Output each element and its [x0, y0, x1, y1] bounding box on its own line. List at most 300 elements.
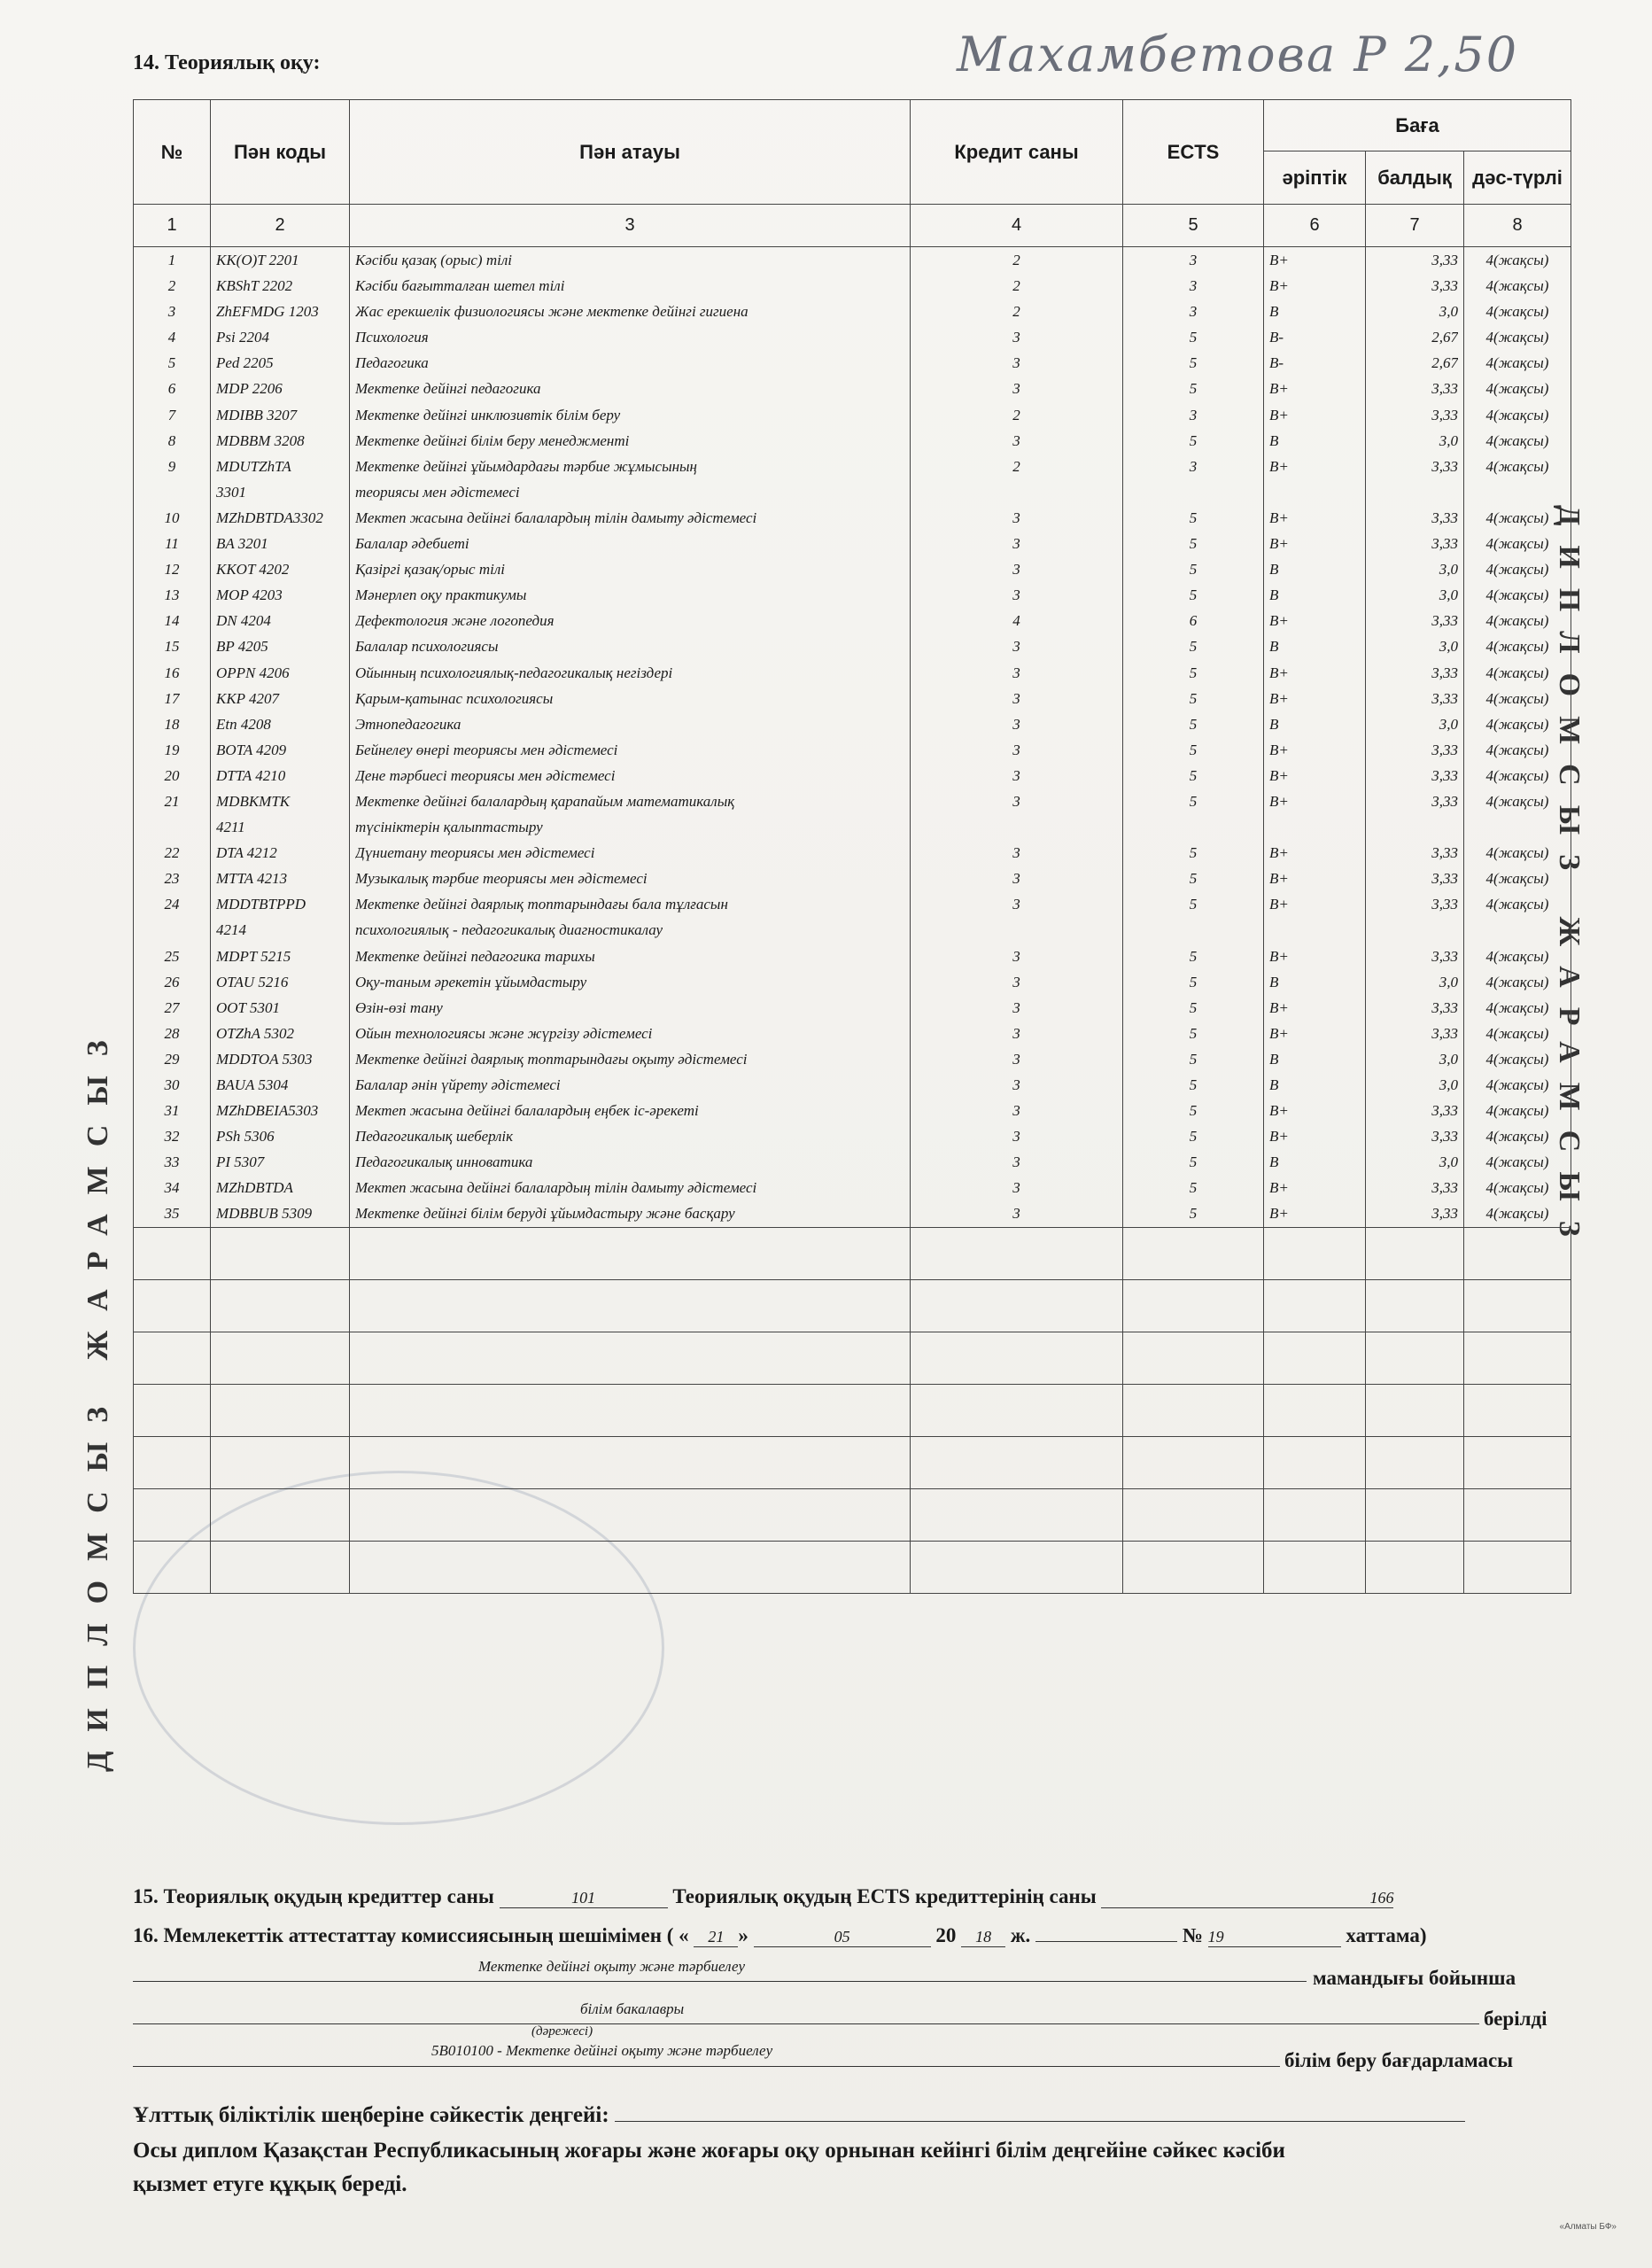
- empty-cell: [1264, 1436, 1366, 1488]
- subject-credits: 3: [1012, 844, 1020, 862]
- protocol-label: хаттама): [1346, 1924, 1427, 1946]
- subject-letter: B+: [1269, 766, 1289, 784]
- empty-cell: [211, 1227, 350, 1279]
- subject-ects: 5: [1189, 947, 1198, 965]
- empty-cell: [911, 1279, 1123, 1332]
- subject-trad: 4(жақсы): [1485, 612, 1549, 630]
- subject-code: MDP 2206: [216, 380, 283, 398]
- subject-credits: 3: [1012, 1205, 1020, 1223]
- subject-no: 9: [167, 457, 176, 475]
- subject-no: 2: [167, 277, 176, 295]
- subject-code: OPPN 4206: [216, 664, 290, 681]
- subject-letter: B: [1269, 638, 1279, 656]
- subject-no: 23: [164, 870, 180, 888]
- empty-row: [134, 1384, 1571, 1436]
- credits-label: 15. Теориялық оқудың кредиттер саны: [133, 1885, 494, 1907]
- protocol-no-value: 19: [1208, 1928, 1341, 1947]
- header-code: Пән коды: [211, 100, 350, 205]
- side-watermark-left: ДИПЛОМСЫЗ ЖАРАМСЫЗ: [81, 1021, 114, 1772]
- empty-row: [134, 1332, 1571, 1384]
- subject-letter: B+: [1269, 792, 1289, 810]
- subject-name: Мектепке дейінгі педагогика тарихы: [355, 947, 595, 965]
- empty-cell: [211, 1541, 350, 1593]
- subject-trad: 4(жақсы): [1485, 1102, 1549, 1120]
- subject-name: Педагогикалық шеберлік: [355, 1128, 514, 1146]
- subject-points: [1371, 479, 1458, 505]
- subject-points: [1371, 814, 1458, 840]
- subject-name: Ойын технологиясы және жүргізу әдістемесі: [355, 1024, 653, 1042]
- subject-letter: B+: [1269, 612, 1289, 630]
- subject-trad: 4(жақсы): [1485, 1024, 1549, 1042]
- subject-trad: 4(жақсы): [1485, 380, 1549, 398]
- empty-cell: [350, 1488, 911, 1541]
- nqf-value-line: [615, 2121, 1465, 2122]
- subject-name: Психология: [355, 329, 429, 346]
- subject-letter: B+: [1269, 844, 1289, 862]
- subject-name: Мектепке дейінгі педагогика: [355, 380, 541, 398]
- col-number: 3: [350, 205, 911, 247]
- subject-code: 3301: [216, 483, 246, 501]
- subject-code: MDDTBTPPD: [216, 896, 306, 913]
- subject-letter: B+: [1269, 1024, 1289, 1042]
- col-credits-cell: [911, 247, 1123, 1228]
- subject-no: 25: [164, 947, 180, 965]
- subject-credits: 3: [1012, 1153, 1020, 1171]
- subject-points: 3,0: [1439, 303, 1458, 321]
- credits-line: [133, 1885, 1572, 1908]
- subject-ects: 5: [1189, 354, 1198, 372]
- subject-code: MTTA 4213: [216, 870, 288, 888]
- subject-no: 26: [164, 973, 180, 990]
- subject-name: Ойынның психологиялық-педагогикалық негіздері: [355, 664, 673, 681]
- subject-ects: 5: [1189, 1153, 1198, 1171]
- subject-points: 2,67: [1431, 354, 1458, 372]
- subject-code: MDPT 5215: [216, 947, 291, 965]
- specialty-line: [133, 1981, 1307, 1982]
- subject-code: ZhEFMDG 1203: [216, 303, 319, 321]
- subject-letter: B+: [1269, 741, 1289, 758]
- subject-no: 18: [164, 715, 180, 733]
- empty-cell: [1123, 1436, 1264, 1488]
- subject-code: BOTA 4209: [216, 741, 287, 758]
- subject-name: Дене тәрбиесі теориясы мен әдістемесі: [355, 766, 616, 784]
- subject-letter: B+: [1269, 277, 1289, 295]
- subject-points: 3,0: [1439, 431, 1458, 449]
- subject-trad: 4(жақсы): [1485, 586, 1549, 604]
- subject-name: Музыкалық тәрбие теориясы мен әдістемесі: [355, 870, 648, 888]
- subject-credits: 2: [1012, 277, 1020, 295]
- subject-ects: 5: [1189, 431, 1198, 449]
- subject-credits: 2: [1012, 252, 1020, 268]
- empty-cell: [211, 1488, 350, 1541]
- subject-ects: 5: [1189, 638, 1198, 656]
- subject-trad: 4(жақсы): [1485, 998, 1549, 1016]
- subject-code: DTA 4212: [216, 844, 277, 862]
- specialty-value: Мектепке дейінгі оқыту және тәрбиелеу: [478, 1958, 746, 1975]
- empty-cell: [1366, 1332, 1464, 1384]
- subject-trad: 4(жақсы): [1485, 303, 1549, 321]
- subject-points: 3,33: [1431, 1024, 1458, 1042]
- subject-points: 3,33: [1431, 896, 1458, 913]
- subject-no: 21: [164, 792, 180, 810]
- empty-cell: [134, 1227, 211, 1279]
- subject-letter: B: [1269, 561, 1279, 579]
- subject-code: PSh 5306: [216, 1128, 275, 1146]
- col-number: 4: [911, 205, 1123, 247]
- subject-credits: 3: [1012, 535, 1020, 553]
- subject-letter: B+: [1269, 1205, 1289, 1223]
- year-prefix: 20: [935, 1924, 957, 1946]
- header-name: Пән атауы: [350, 100, 911, 205]
- subject-ects: 5: [1189, 973, 1198, 990]
- subject-name: Мектепке дейінгі ұйымдардағы тәрбие жұмысының: [355, 457, 697, 475]
- subject-points: 3,33: [1431, 406, 1458, 423]
- subject-no: 16: [164, 664, 180, 681]
- subject-name: Мектепке дейінгі білім беруді ұйымдастыру және басқару: [355, 1205, 735, 1223]
- empty-row: [134, 1488, 1571, 1541]
- subject-letter: B+: [1269, 1179, 1289, 1197]
- subject-points: 3,0: [1439, 586, 1458, 604]
- subject-code: KBShT 2202: [216, 277, 293, 295]
- empty-cell: [1264, 1332, 1366, 1384]
- subject-name: Қарым-қатынас психологиясы: [355, 689, 554, 707]
- empty-cell: [1464, 1541, 1571, 1593]
- empty-cell: [1366, 1436, 1464, 1488]
- empty-cell: [1366, 1488, 1464, 1541]
- subject-code: BA 3201: [216, 535, 268, 553]
- subject-no: 28: [164, 1024, 180, 1042]
- subject-letter: B: [1269, 586, 1279, 604]
- subject-trad: 4(жақсы): [1485, 1128, 1549, 1146]
- subject-no: 12: [164, 561, 180, 579]
- subject-code: MZhDBTDA3302: [216, 509, 323, 526]
- subject-no: 31: [164, 1102, 180, 1120]
- subject-ects: 5: [1189, 561, 1198, 579]
- empty-cell: [1464, 1436, 1571, 1488]
- subject-letter: [1269, 479, 1360, 505]
- subject-ects: 5: [1189, 1128, 1198, 1146]
- subject-credits: 3: [1012, 1050, 1020, 1068]
- empty-row: [134, 1227, 1571, 1279]
- subject-code: KKP 4207: [216, 689, 280, 707]
- subject-code: BAUA 5304: [216, 1076, 289, 1093]
- subject-credits: 3: [1012, 1102, 1020, 1120]
- subject-credits: 3: [1012, 689, 1020, 707]
- program-label: білім беру бағдарламасы: [1284, 2049, 1514, 2071]
- empty-cell: [211, 1384, 350, 1436]
- subject-credits: 3: [1012, 1024, 1020, 1042]
- empty-cell: [911, 1436, 1123, 1488]
- subject-code: KKOT 4202: [216, 561, 290, 579]
- subject-letter: B+: [1269, 1102, 1289, 1120]
- empty-cell: [1264, 1384, 1366, 1436]
- subject-code: MOP 4203: [216, 586, 283, 604]
- subject-ects: 5: [1189, 535, 1198, 553]
- subject-name: Мектепке дейінгі білім беру менеджменті: [355, 431, 630, 449]
- subject-no: 1: [167, 252, 176, 268]
- subject-no: 15: [164, 638, 180, 656]
- subject-name: психологиялық - педагогикалық диагностикалау: [355, 921, 663, 939]
- empty-cell: [1264, 1279, 1366, 1332]
- subject-credits: 3: [1012, 998, 1020, 1016]
- empty-cell: [1464, 1227, 1571, 1279]
- subject-points: 3,0: [1439, 561, 1458, 579]
- credits-value: 101: [500, 1889, 668, 1908]
- subject-credits: 3: [1012, 561, 1020, 579]
- subject-ects: 5: [1189, 1102, 1198, 1120]
- empty-cell: [134, 1384, 211, 1436]
- subject-name: Мектепке дейінгі инклюзивтік білім беру: [355, 406, 621, 423]
- subject-ects: 5: [1189, 998, 1198, 1016]
- subject-credits: 3: [1012, 741, 1020, 758]
- subject-code: PI 5307: [216, 1153, 265, 1171]
- col-code-cell: [211, 247, 350, 1228]
- subject-letter: B+: [1269, 509, 1289, 526]
- subject-trad: 4(жақсы): [1485, 535, 1549, 553]
- subject-code: 4214: [216, 921, 246, 939]
- subject-ects: 5: [1189, 844, 1198, 862]
- subject-trad: 4(жақсы): [1485, 766, 1549, 784]
- subject-credits: 3: [1012, 896, 1020, 913]
- subject-ects: 5: [1189, 689, 1198, 707]
- empty-cell: [1366, 1541, 1464, 1593]
- empty-cell: [134, 1541, 211, 1593]
- subject-ects: 5: [1189, 586, 1198, 604]
- subject-name: Балалар әдебиеті: [355, 535, 469, 553]
- subject-letter: B+: [1269, 689, 1289, 707]
- col-number: 6: [1264, 205, 1366, 247]
- subject-no: 17: [164, 689, 180, 707]
- subject-trad: 4(жақсы): [1485, 431, 1549, 449]
- subject-points: 3,0: [1439, 973, 1458, 990]
- specialty-label: мамандығы бойынша: [1313, 1967, 1516, 1989]
- subject-credits: [916, 814, 1117, 840]
- subject-credits: 2: [1012, 457, 1020, 475]
- subject-points: 3,33: [1431, 870, 1458, 888]
- subject-trad: 4(жақсы): [1485, 354, 1549, 372]
- subject-code: MDUTZhTA: [216, 457, 291, 475]
- empty-cell: [1464, 1279, 1571, 1332]
- month-value: 05: [754, 1928, 931, 1947]
- subject-letter: [1269, 917, 1360, 943]
- subject-points: 3,33: [1431, 1179, 1458, 1197]
- subject-trad: 4(жақсы): [1485, 1179, 1549, 1197]
- header-ects: ECTS: [1123, 100, 1264, 205]
- subject-credits: 3: [1012, 792, 1020, 810]
- subject-ects: 5: [1189, 380, 1198, 398]
- subject-letter: B+: [1269, 380, 1289, 398]
- subject-code: KK(O)T 2201: [216, 252, 299, 268]
- subject-letter: B+: [1269, 870, 1289, 888]
- subject-ects: 5: [1189, 766, 1198, 784]
- empty-cell: [911, 1332, 1123, 1384]
- col-number: 1: [134, 205, 211, 247]
- subject-name: Этнопедагогика: [355, 715, 461, 733]
- subject-ects: 5: [1189, 792, 1198, 810]
- subject-trad: 4(жақсы): [1485, 1050, 1549, 1068]
- subject-points: 3,33: [1431, 844, 1458, 862]
- subject-letter: B+: [1269, 406, 1289, 423]
- subject-credits: 3: [1012, 1128, 1020, 1146]
- col-ects-cell: [1123, 247, 1264, 1228]
- subject-name: Мектеп жасына дейінгі балалардың еңбек іс-әрекеті: [355, 1102, 699, 1120]
- subject-ects: [1128, 814, 1258, 840]
- grades-table: [133, 99, 1571, 1594]
- subject-no: 20: [164, 766, 180, 784]
- subject-ects: 3: [1189, 277, 1198, 295]
- col-no-cell: [134, 247, 211, 1228]
- empty-cell: [1464, 1488, 1571, 1541]
- subject-credits: 3: [1012, 715, 1020, 733]
- subject-letter: B-: [1269, 354, 1284, 372]
- subject-points: 3,33: [1431, 792, 1458, 810]
- subject-points: 2,67: [1431, 329, 1458, 346]
- subject-trad: 4(жақсы): [1485, 406, 1549, 423]
- col-name-cell: [350, 247, 911, 1228]
- subject-code: OTAU 5216: [216, 973, 289, 990]
- empty-row: [134, 1279, 1571, 1332]
- subject-trad: 4(жақсы): [1485, 329, 1549, 346]
- subject-letter: B: [1269, 973, 1279, 990]
- empty-cell: [1123, 1279, 1264, 1332]
- subject-code: MDBBUB 5309: [216, 1205, 313, 1223]
- header-grade: Баға: [1264, 100, 1571, 151]
- subject-points: 3,0: [1439, 638, 1458, 656]
- col-trad-cell: [1464, 247, 1571, 1228]
- subject-no: 19: [164, 741, 180, 758]
- subject-points: 3,33: [1431, 1128, 1458, 1146]
- degree-sub: (дәрежесі): [531, 2024, 593, 2039]
- blank-line: [1035, 1941, 1177, 1942]
- subject-no: [139, 814, 205, 840]
- empty-cell: [911, 1488, 1123, 1541]
- empty-cell: [1123, 1227, 1264, 1279]
- degree-value: білім бакалавры: [580, 2000, 685, 2017]
- subject-ects: 3: [1189, 303, 1198, 321]
- subject-no: 7: [167, 406, 176, 423]
- subject-trad: 4(жақсы): [1485, 973, 1549, 990]
- rights-line-1: Осы диплом Қазақстан Республикасының жоғары және жоғары оқу орнынан кейінгі білім деңгейіне сәйкес кәсіби: [133, 2139, 1285, 2163]
- subject-no: 30: [164, 1076, 180, 1093]
- header-no: №: [134, 100, 211, 205]
- subject-points: 3,33: [1431, 766, 1458, 784]
- subject-trad: 4(жақсы): [1485, 947, 1549, 965]
- subject-ects: 5: [1189, 896, 1198, 913]
- subject-name: Мектепке дейінгі балалардың қарапайым математикалық: [355, 792, 735, 810]
- subject-ects: 6: [1189, 612, 1198, 630]
- header-points: балдық: [1366, 151, 1464, 205]
- subject-ects: 5: [1189, 664, 1198, 681]
- subject-credits: 3: [1012, 354, 1020, 372]
- header-letter: әріптік: [1264, 151, 1366, 205]
- subject-no: 32: [164, 1128, 180, 1146]
- subject-no: 24: [164, 896, 180, 913]
- subject-trad: 4(жақсы): [1485, 792, 1549, 810]
- subject-letter: B+: [1269, 252, 1289, 268]
- subject-code: MDBKMTK: [216, 792, 291, 810]
- subject-name: Мектепке дейінгі даярлық топтарындағы оқыту әдістемесі: [355, 1050, 748, 1068]
- subject-credits: 3: [1012, 380, 1020, 398]
- empty-cell: [1123, 1384, 1264, 1436]
- subject-no: 4: [167, 329, 176, 346]
- subject-ects: [1128, 917, 1258, 943]
- subject-credits: 2: [1012, 303, 1020, 321]
- subject-ects: 5: [1189, 1076, 1198, 1093]
- commission-line: [133, 1924, 1572, 1947]
- subject-name: Педагогикалық инноватика: [355, 1153, 533, 1171]
- subject-points: 3,0: [1439, 1050, 1458, 1068]
- subject-code: MZhDBTDA: [216, 1179, 293, 1197]
- subject-code: DTTA 4210: [216, 766, 286, 784]
- subject-points: 3,33: [1431, 947, 1458, 965]
- nqf-line: [133, 2103, 1572, 2128]
- col-number: 7: [1366, 205, 1464, 247]
- empty-cell: [350, 1436, 911, 1488]
- printer-mark: «Алматы БФ»: [1559, 2222, 1617, 2232]
- subject-no: 22: [164, 844, 180, 862]
- empty-cell: [134, 1332, 211, 1384]
- subject-points: [1371, 917, 1458, 943]
- subject-no: 33: [164, 1153, 180, 1171]
- empty-cell: [1264, 1488, 1366, 1541]
- subject-no: 35: [164, 1205, 180, 1223]
- subject-name: Балалар психологиясы: [355, 638, 499, 656]
- subject-name: Балалар әнін үйрету әдістемесі: [355, 1076, 561, 1093]
- year-value: 18: [961, 1928, 1005, 1947]
- subject-name: түсініктерін қалыптастыру: [355, 819, 543, 836]
- ects-label: Теориялық оқудың ECTS кредиттерінің саны: [672, 1885, 1097, 1907]
- subject-points: 3,33: [1431, 998, 1458, 1016]
- subject-no: 27: [164, 998, 180, 1016]
- subject-points: 3,33: [1431, 380, 1458, 398]
- subject-name: Оқу-таным әрекетін ұйымдастыру: [355, 973, 587, 990]
- subject-ects: 5: [1189, 509, 1198, 526]
- handwritten-note: Махамбетова Р 2,50: [957, 27, 1519, 82]
- subject-credits: 4: [1012, 612, 1020, 630]
- subject-credits: 3: [1012, 664, 1020, 681]
- subject-no: 5: [167, 354, 176, 372]
- subject-no: 11: [165, 535, 179, 553]
- commission-label: 16. Мемлекеттік аттестаттау комиссиясының шешімімен ( «: [133, 1924, 689, 1946]
- subject-points: 3,33: [1431, 1205, 1458, 1223]
- empty-cell: [350, 1384, 911, 1436]
- subject-trad: 4(жақсы): [1485, 638, 1549, 656]
- subject-code: DN 4204: [216, 612, 271, 630]
- subject-points: 3,33: [1431, 277, 1458, 295]
- subject-letter: B+: [1269, 896, 1289, 913]
- subject-trad: 4(жақсы): [1485, 715, 1549, 733]
- empty-cell: [1366, 1227, 1464, 1279]
- col-number: 2: [211, 205, 350, 247]
- subject-no: 10: [164, 509, 180, 526]
- subject-points: 3,33: [1431, 612, 1458, 630]
- subject-name: Дефектология және логопедия: [355, 612, 555, 630]
- subject-letter: B-: [1269, 329, 1284, 346]
- subject-no: 29: [164, 1050, 180, 1068]
- col-number: 5: [1123, 205, 1264, 247]
- subject-credits: 2: [1012, 406, 1020, 423]
- empty-cell: [211, 1332, 350, 1384]
- subject-letter: B: [1269, 1076, 1279, 1093]
- subject-letter: B+: [1269, 1128, 1289, 1146]
- subject-credits: 3: [1012, 973, 1020, 990]
- subject-credits: 3: [1012, 870, 1020, 888]
- subject-credits: [916, 479, 1117, 505]
- subject-name: Педагогика: [355, 354, 429, 372]
- section-title: 14. Теориялық оқу:: [133, 51, 321, 74]
- subject-credits: 3: [1012, 431, 1020, 449]
- subject-letter: B: [1269, 303, 1279, 321]
